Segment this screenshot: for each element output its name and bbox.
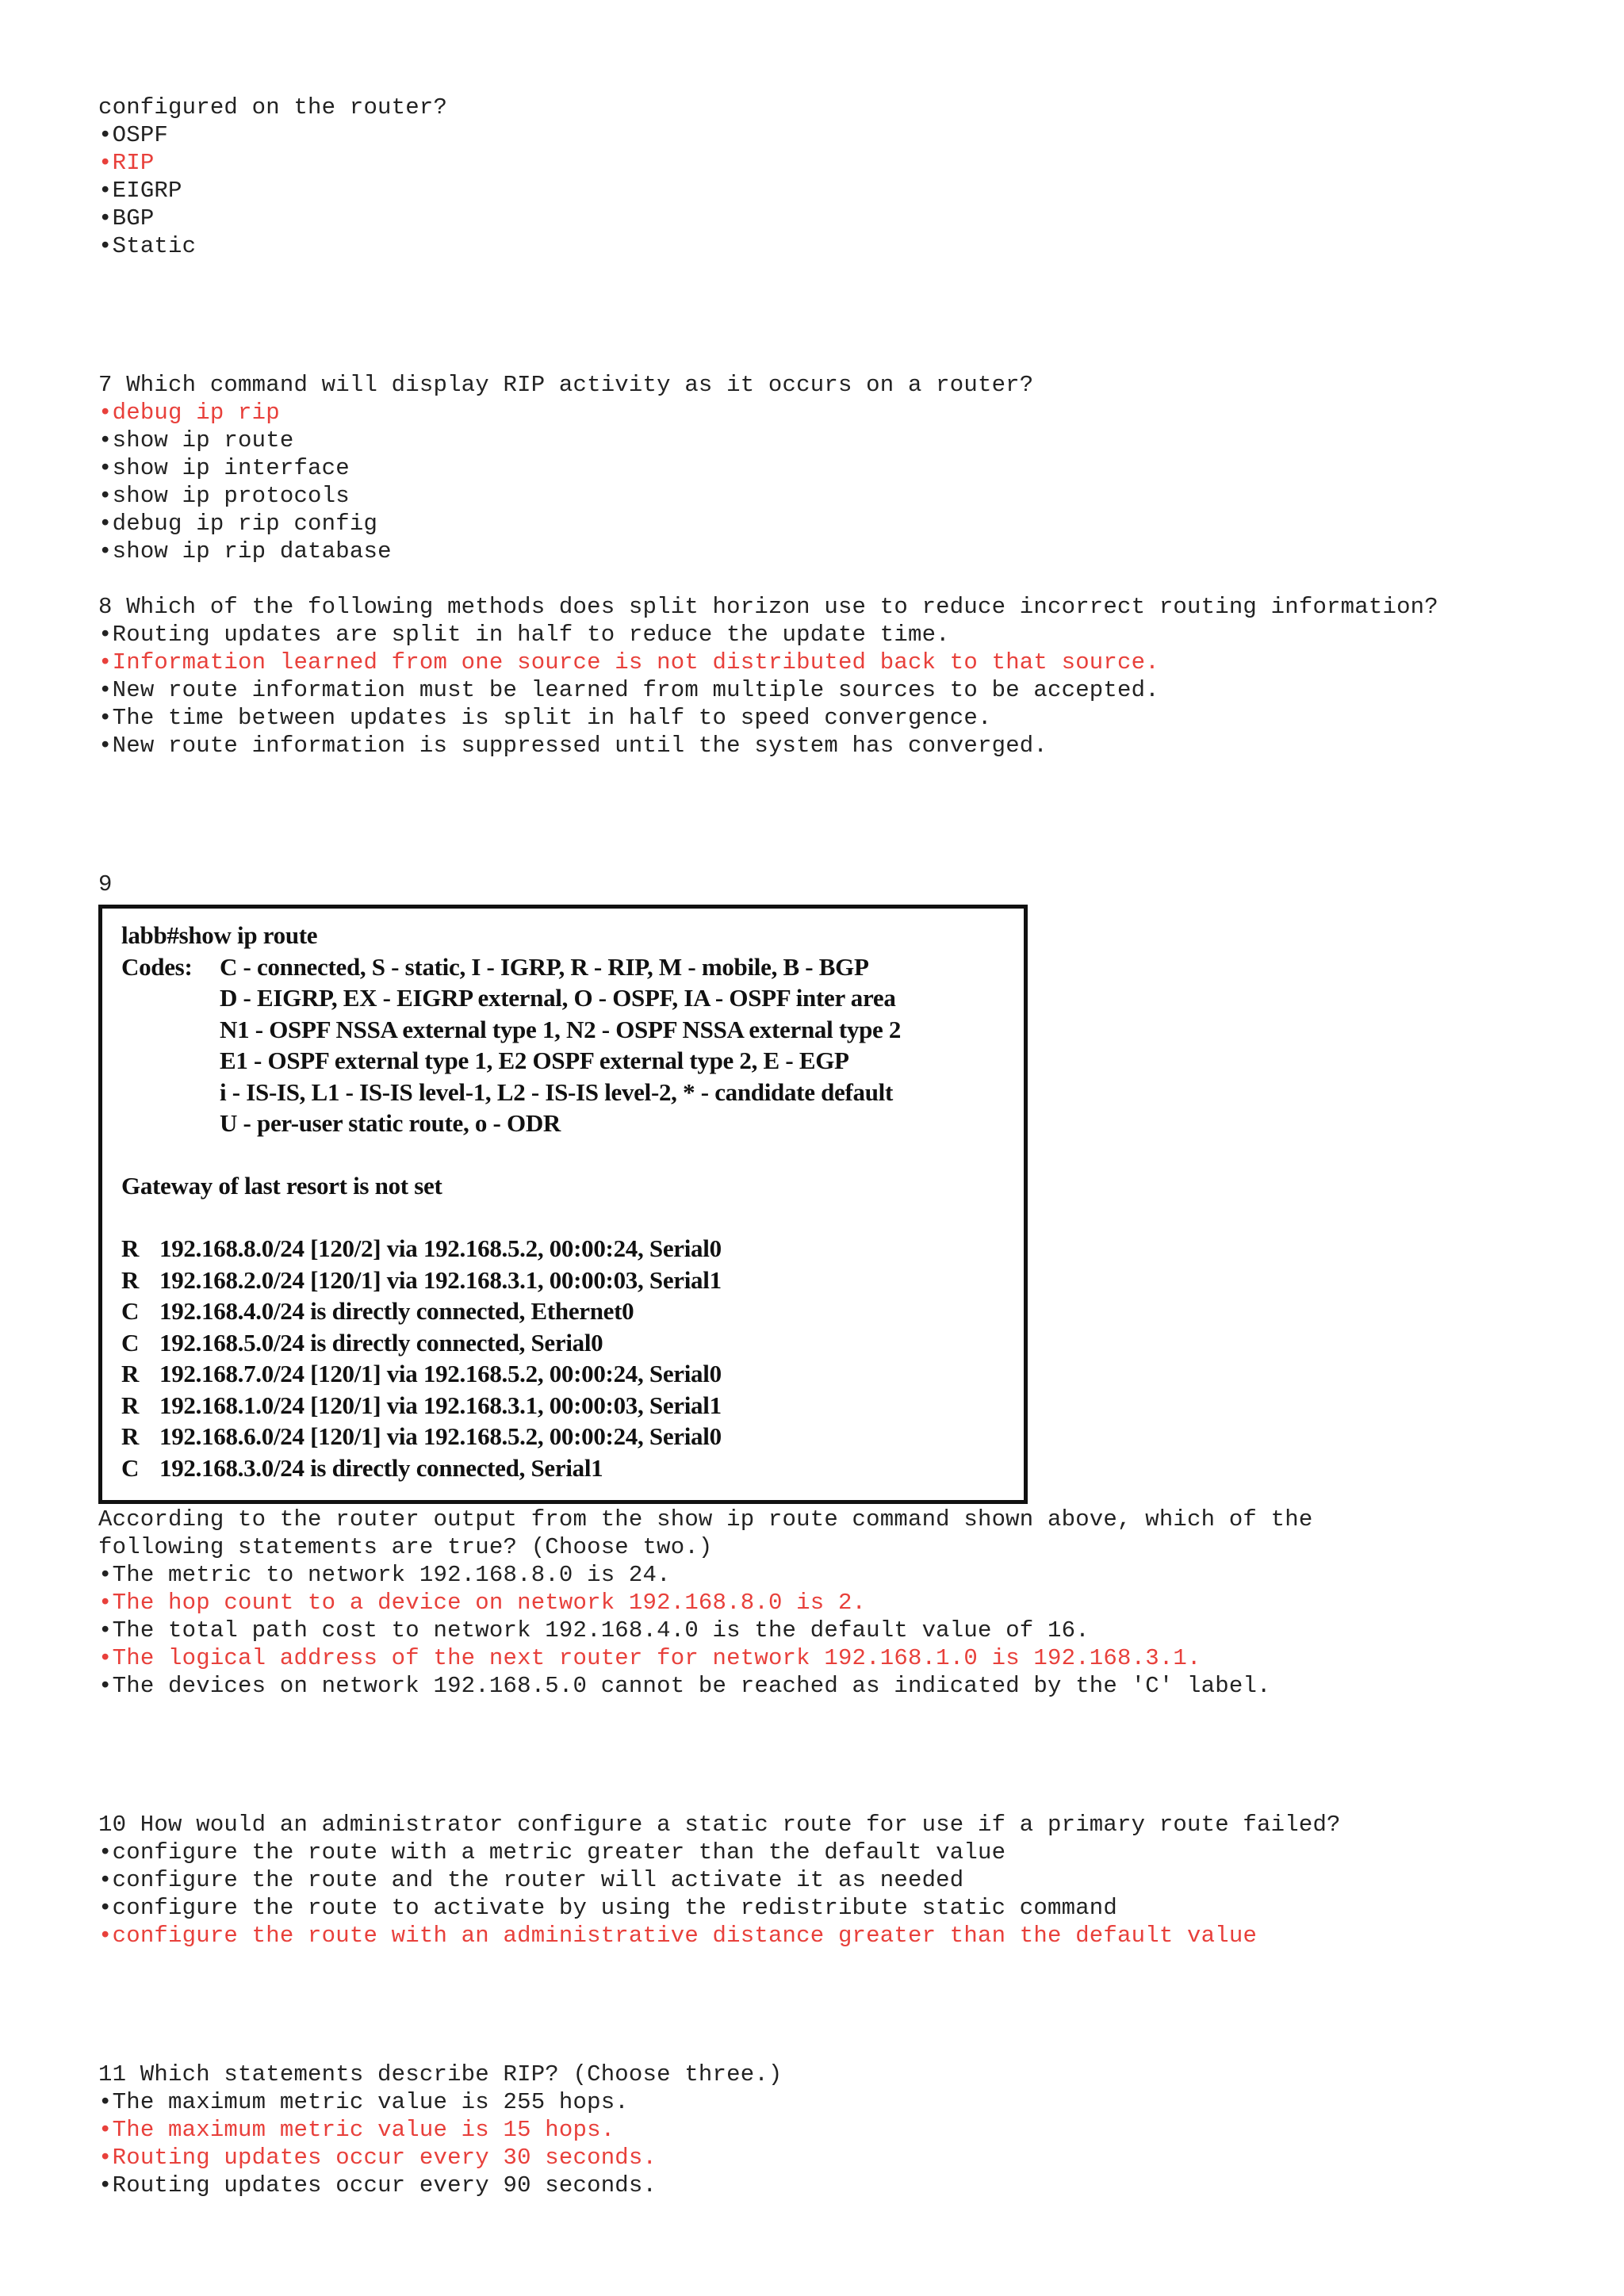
route-code: C <box>121 1328 140 1357</box>
question-6-options <box>98 121 1589 260</box>
route-entry <box>121 1327 1024 1359</box>
option: • debug ip rip config <box>98 510 1589 538</box>
option: • Routing updates occur every 90 seconds. <box>98 2172 1589 2199</box>
correct-option: • Routing updates occur every 30 seconds. <box>98 2144 1589 2172</box>
correct-option: • Information learned from one source is not distributed back to that source. <box>98 649 1589 676</box>
option: • Static <box>98 232 1589 260</box>
route-entry <box>121 1421 1024 1452</box>
question-9-number: 9 <box>98 871 113 897</box>
correct-option: • The logical address of the next router for network 192.168.1.0 is 192.168.3.1. <box>98 1644 1589 1672</box>
option: • configure the route with a metric greater than the default value <box>98 1839 1589 1866</box>
route-code: R <box>121 1422 140 1450</box>
option: • The metric to network 192.168.8.0 is 24. <box>98 1561 1589 1589</box>
question-11-text: 11 Which statements describe RIP? (Choose three.) <box>98 2061 783 2087</box>
route-text: 192.168.8.0/24 [120/2] via 192.168.5.2, 00:00:24, Serial0 <box>159 1234 722 1262</box>
route-entry <box>121 1358 1024 1390</box>
codes-line: E1 - OSPF external type 1, E2 OSPF external type 2, E - EGP <box>220 1047 849 1074</box>
route-text: 192.168.4.0/24 is directly connected, Ethernet0 <box>159 1297 634 1325</box>
route-code: C <box>121 1297 140 1325</box>
option: • The maximum metric value is 255 hops. <box>98 2088 1589 2116</box>
question-11-options <box>98 2088 1589 2199</box>
question-7-text: 7 Which command will display RIP activity as it occurs on a router? <box>98 372 1034 398</box>
route-code: R <box>121 1391 140 1419</box>
cli-prompt: labb#show ip route <box>121 921 318 949</box>
option: • configure the route and the router will activate it as needed <box>98 1866 1589 1894</box>
option: • Routing updates are split in half to reduce the update time. <box>98 621 1589 649</box>
codes-line: N1 - OSPF NSSA external type 1, N2 - OSPF NSSA external type 2 <box>220 1015 902 1043</box>
correct-option: • RIP <box>98 149 1589 177</box>
question-9-text: According to the router output from the show ip route command shown above, which of the <box>98 1506 1313 1533</box>
route-entry <box>121 1452 1024 1484</box>
route-table <box>121 1233 1024 1483</box>
option: • configure the route to activate by using the redistribute static command <box>98 1894 1589 1922</box>
codes-line: U - per-user static route, o - ODR <box>220 1109 561 1137</box>
option: • OSPF <box>98 121 1589 149</box>
option: • EIGRP <box>98 177 1589 205</box>
codes-line: C - connected, S - static, I - IGRP, R - RIP, M - mobile, B - BGP <box>220 952 869 981</box>
option: • The devices on network 192.168.5.0 cannot be reached as indicated by the 'C' label. <box>98 1672 1589 1700</box>
option: • New route information is suppressed until the system has converged. <box>98 732 1589 760</box>
option: • The total path cost to network 192.168.4.0 is the default value of 16. <box>98 1617 1589 1644</box>
option: • show ip interface <box>98 454 1589 482</box>
route-entry <box>121 1265 1024 1296</box>
route-text: 192.168.6.0/24 [120/1] via 192.168.5.2, 00:00:24, Serial0 <box>159 1422 722 1450</box>
correct-option: • configure the route with an administrative distance greater than the default value <box>98 1922 1589 1950</box>
codes-legend <box>121 951 1024 1139</box>
option: • The time between updates is split in half to speed convergence. <box>98 704 1589 732</box>
codes-label: Codes: <box>121 952 193 981</box>
option: • show ip rip database <box>98 538 1589 565</box>
route-code: R <box>121 1234 140 1262</box>
route-text: 192.168.7.0/24 [120/1] via 192.168.5.2, 00:00:24, Serial0 <box>159 1360 722 1387</box>
route-entry <box>121 1233 1024 1265</box>
question-8-options <box>98 621 1589 760</box>
question-10-options <box>98 1839 1589 1950</box>
route-code: R <box>121 1265 140 1294</box>
route-text: 192.168.3.0/24 is directly connected, Serial1 <box>159 1453 603 1482</box>
question-9-text-cont: following statements are true? (Choose two.) <box>98 1534 713 1560</box>
question-8-text: 8 Which of the following methods does split horizon use to reduce incorrect routing information? <box>98 594 1438 620</box>
codes-line: D - EIGRP, EX - EIGRP external, O - OSPF, IA - OSPF inter area <box>220 984 896 1012</box>
router-output-figure <box>98 905 1028 1504</box>
codes-line: i - IS-IS, L1 - IS-IS level-1, L2 - IS-IS level-2, * - candidate default <box>220 1077 894 1106</box>
route-entry <box>121 1390 1024 1422</box>
route-text: 192.168.1.0/24 [120/1] via 192.168.3.1, 00:00:03, Serial1 <box>159 1391 722 1419</box>
correct-option: • The maximum metric value is 15 hops. <box>98 2116 1589 2144</box>
route-text: 192.168.5.0/24 is directly connected, Serial0 <box>159 1328 603 1357</box>
route-text: 192.168.2.0/24 [120/1] via 192.168.3.1, 00:00:03, Serial1 <box>159 1265 722 1294</box>
option: • show ip protocols <box>98 482 1589 510</box>
question-7-options <box>98 399 1589 565</box>
quiz-page <box>98 94 1589 2199</box>
gateway-line: Gateway of last resort is not set <box>121 1172 442 1200</box>
option: • New route information must be learned from multiple sources to be accepted. <box>98 676 1589 704</box>
question-6-text: configured on the router? <box>98 94 448 121</box>
option: • show ip route <box>98 427 1589 454</box>
question-9-options <box>98 1561 1589 1700</box>
correct-option: • debug ip rip <box>98 399 1589 427</box>
route-entry <box>121 1295 1024 1327</box>
route-code: R <box>121 1360 140 1387</box>
route-code: C <box>121 1453 140 1482</box>
option: • BGP <box>98 205 1589 232</box>
question-10-text: 10 How would an administrator configure a static route for use if a primary route failed? <box>98 1812 1341 1838</box>
correct-option: • The hop count to a device on network 192.168.8.0 is 2. <box>98 1589 1589 1617</box>
